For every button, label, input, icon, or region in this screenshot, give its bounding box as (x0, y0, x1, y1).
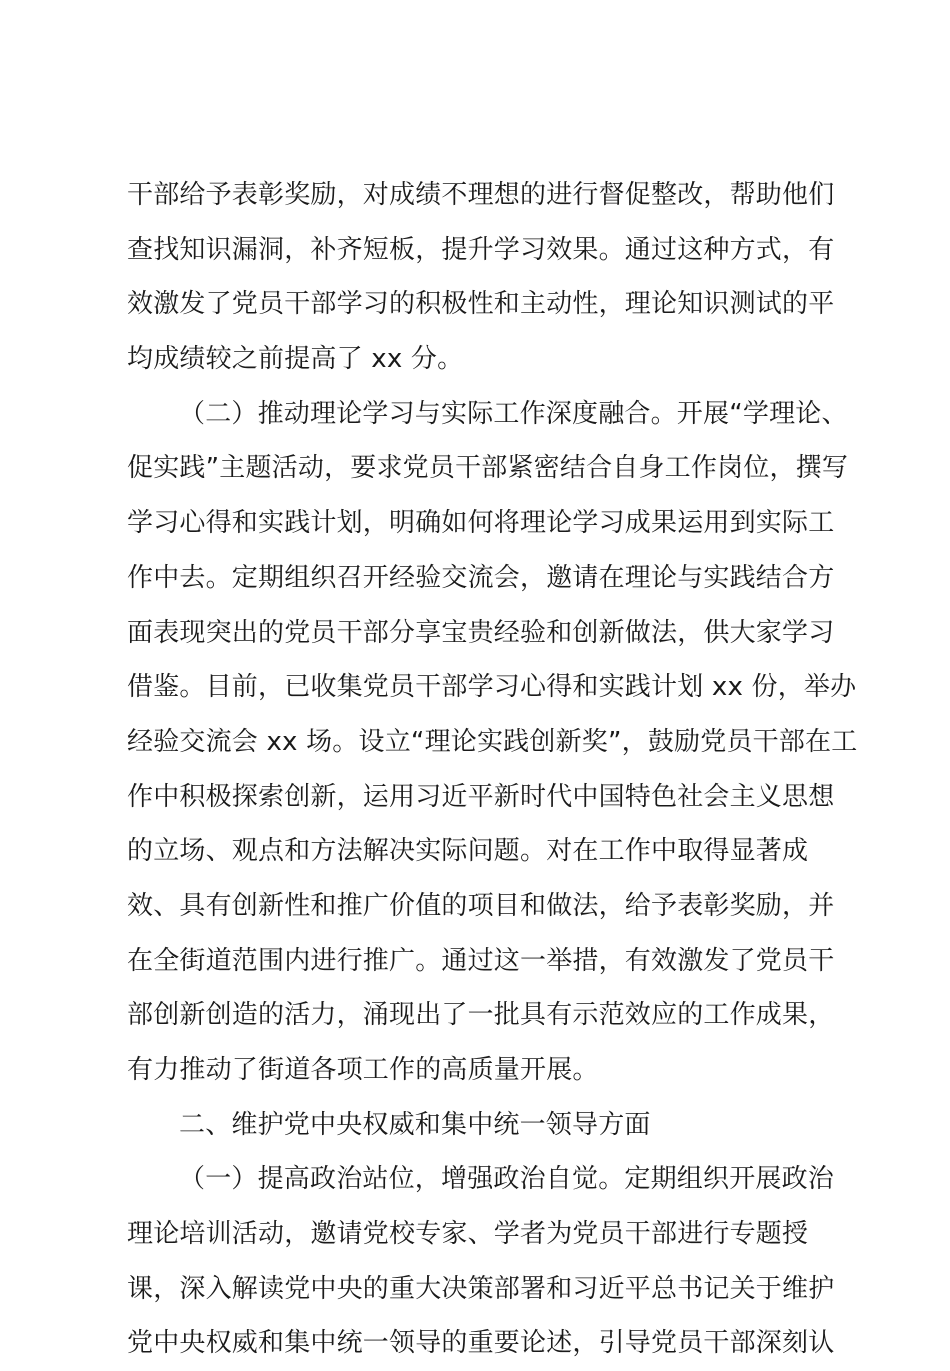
text-line: （一）提高政治站位，增强政治自觉。定期组织开展政治 (179, 1164, 835, 1195)
text-line: 有力推动了街道各项工作的高质量开展。 (127, 1055, 599, 1085)
text-line: 课，深入解读党中央的重大决策部署和习近平总书记关于维护 (127, 1273, 835, 1304)
text-line: 效、具有创新性和推广价值的项目和做法，给予表彰奖励，并 (127, 890, 835, 921)
text-line: 部创新创造的活力，涌现出了一批具有示范效应的工作成果， (127, 1000, 835, 1031)
text-line: 作中积极探索创新，运用习近平新时代中国特色社会主义思想 (127, 781, 835, 812)
text-line: 效激发了党员干部学习的积极性和主动性，理论知识测试的平 (127, 289, 835, 320)
text-line: 查找知识漏洞，补齐短板，提升学习效果。通过这种方式，有 (127, 234, 835, 265)
text-line: （二）推动理论学习与实际工作深度融合。开展“学理论、 (179, 398, 848, 429)
text-line: 借鉴。目前，已收集党员干部学习心得和实践计划 xx 份，举办 (127, 672, 857, 703)
text-line: 经验交流会 xx 场。设立“理论实践创新奖”，鼓励党员干部在工 (127, 726, 858, 757)
text-line: 促实践”主题活动，要求党员干部紧密结合自身工作岗位，撰写 (127, 453, 849, 484)
text-line: 在全街道范围内进行推广。通过这一举措，有效激发了党员干 (127, 945, 835, 976)
text-line: 均成绩较之前提高了 xx 分。 (127, 344, 464, 375)
text-line: 党中央权威和集中统一领导的重要论述，引导党员干部深刻认 (127, 1328, 835, 1359)
text-line: 的立场、观点和方法解决实际问题。对在工作中取得显著成 (127, 836, 809, 867)
text-line: 干部给予表彰奖励，对成绩不理想的进行督促整改，帮助他们 (127, 180, 835, 210)
text-line: 作中去。定期组织召开经验交流会，邀请在理论与实践结合方 (127, 562, 835, 593)
text-line: 理论培训活动，邀请党校专家、学者为党员干部进行专题授 (127, 1219, 809, 1250)
text-line: 二、维护党中央权威和集中统一领导方面 (179, 1109, 651, 1140)
text-line: 学习心得和实践计划，明确如何将理论学习成果运用到实际工 (127, 508, 835, 539)
text-line: 面表现突出的党员干部分享宝贵经验和创新做法，供大家学习 (127, 617, 835, 648)
document-body (127, 168, 858, 1371)
